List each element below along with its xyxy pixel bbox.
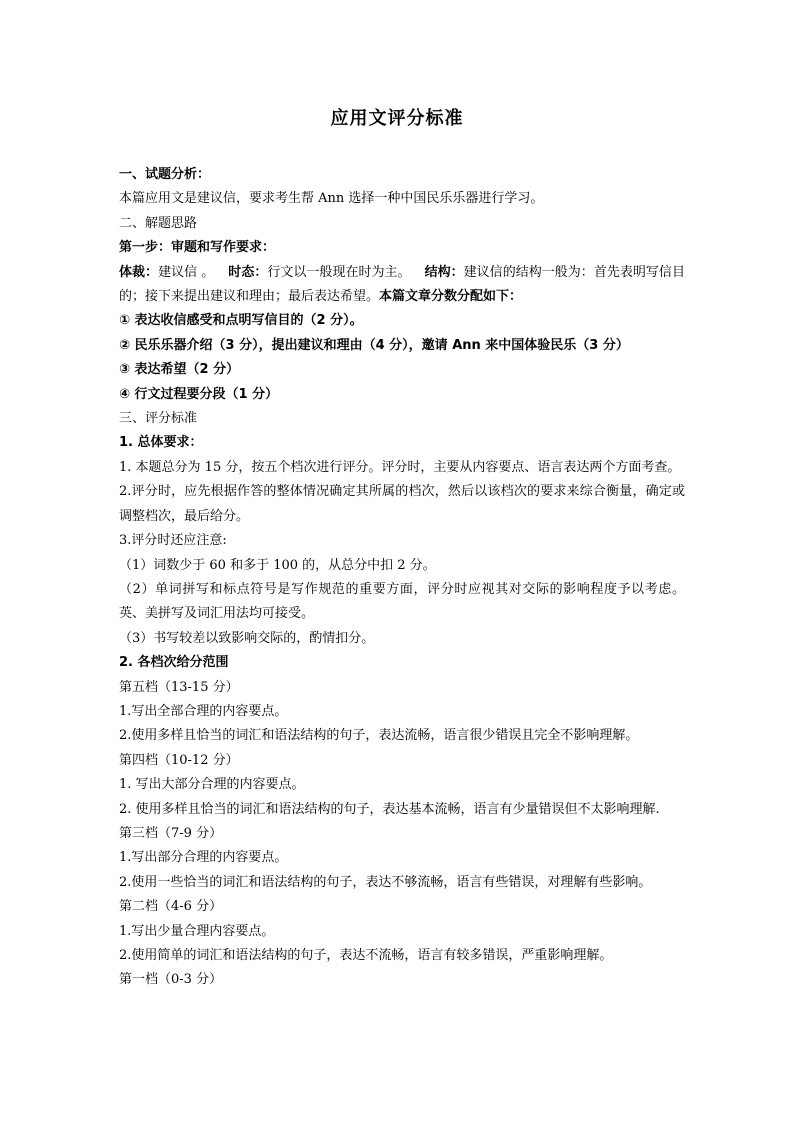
structure-label: 结构： [424, 264, 464, 280]
score-item-2: ② 民乐乐器介绍（3 分），提出建议和理由（4 分），邀请 Ann 来中国体验民乐（3 分） [119, 337, 629, 353]
level-2-heading: 第二档（4-6 分） [119, 899, 223, 915]
level-1-heading: 第一档（0-3 分） [119, 972, 223, 988]
level-4-criterion-2: 2. 使用多样且恰当的词汇和语法结构的句子，表达基本流畅，语言有少量错误但不太影响理解. [119, 801, 660, 817]
level-4-heading: 第四档（10-12 分） [119, 752, 239, 768]
section-heading-criteria: 三、评分标准 [119, 411, 198, 427]
score-item-4: ④ 行文过程要分段（1 分） [119, 386, 279, 402]
requirements-paragraph [119, 261, 685, 310]
score-item-1: ① 表达收信感受和点明写信目的（2 分）。 [119, 313, 363, 329]
step-one-heading: 第一步：审题和写作要求： [119, 240, 276, 256]
level-5-criterion-2: 2.使用多样且恰当的词汇和语法结构的句子，表达流畅，语言很少错误且完全不影响理解。 [119, 728, 639, 744]
document-body [119, 163, 685, 993]
level-3-criterion-1: 1.写出部分合理的内容要点。 [119, 850, 288, 866]
general-requirements-heading: 1. 总体要求： [119, 435, 203, 451]
analysis-text: 本篇应用文是建议信，要求考生帮 Ann 选择一种中国民乐乐器进行学习。 [119, 191, 544, 207]
levels-heading: 2. 各档次给分范围 [119, 655, 229, 671]
score-item-3: ③ 表达希望（2 分） [119, 362, 240, 378]
section-heading-approach: 二、解题思路 [119, 215, 198, 231]
tense-label: 时态： [228, 264, 268, 280]
tense-value: 行文以一般现在时为主。 [267, 264, 411, 280]
level-3-criterion-2: 2.使用一些恰当的词汇和语法结构的句子，表达不够流畅，语言有些错误，对理解有些影响。 [119, 874, 652, 890]
level-2-criterion-1: 1.写出少量合理内容要点。 [119, 923, 275, 939]
genre-value: 建议信 。 [158, 264, 215, 280]
note-2: （2）单词拼写和标点符号是写作规范的重要方面，评分时应视其对交际的影响程度予以考虑。英、美拼写及词汇用法均可接受。 [119, 581, 685, 622]
page-title: 应用文评分标准 [330, 108, 464, 129]
note-1: （1）词数少于 60 和多于 100 的，从总分中扣 2 分。 [119, 557, 436, 573]
level-5-heading: 第五档（13-15 分） [119, 679, 239, 695]
structure-value: 建议信的结构一般为：首先表明写信目的；接下来提出建议和理由；最后表达希望。 [119, 264, 685, 305]
level-2-criterion-2: 2.使用简单的词汇和语法结构的句子，表达不流畅，语言有较多错误，严重影响理解。 [119, 948, 613, 963]
section-heading-analysis: 一、试题分析： [119, 167, 211, 182]
general-requirement-2: 2.评分时，应先根据作答的整体情况确定其所属的档次，然后以该档次的要求来综合衡量，确定或调整档次，最后给分。 [119, 484, 685, 524]
level-3-heading: 第三档（7-9 分） [119, 825, 223, 841]
level-5-criterion-1: 1.写出全部合理的内容要点。 [119, 703, 288, 719]
level-4-criterion-1: 1. 写出大部分合理的内容要点。 [119, 777, 305, 793]
genre-label: 体裁： [119, 264, 159, 280]
general-requirement-1: 1. 本题总分为 15 分，按五个档次进行评分。评分时，主要从内容要点、语言表达两个方面考查。 [119, 459, 681, 475]
note-3: （3）书写较差以致影响交际的，酌情扣分。 [119, 630, 375, 646]
general-requirement-3: 3.评分时还应注意: [119, 533, 227, 549]
score-distribution-label: 本篇文章分数分配如下： [379, 289, 523, 305]
